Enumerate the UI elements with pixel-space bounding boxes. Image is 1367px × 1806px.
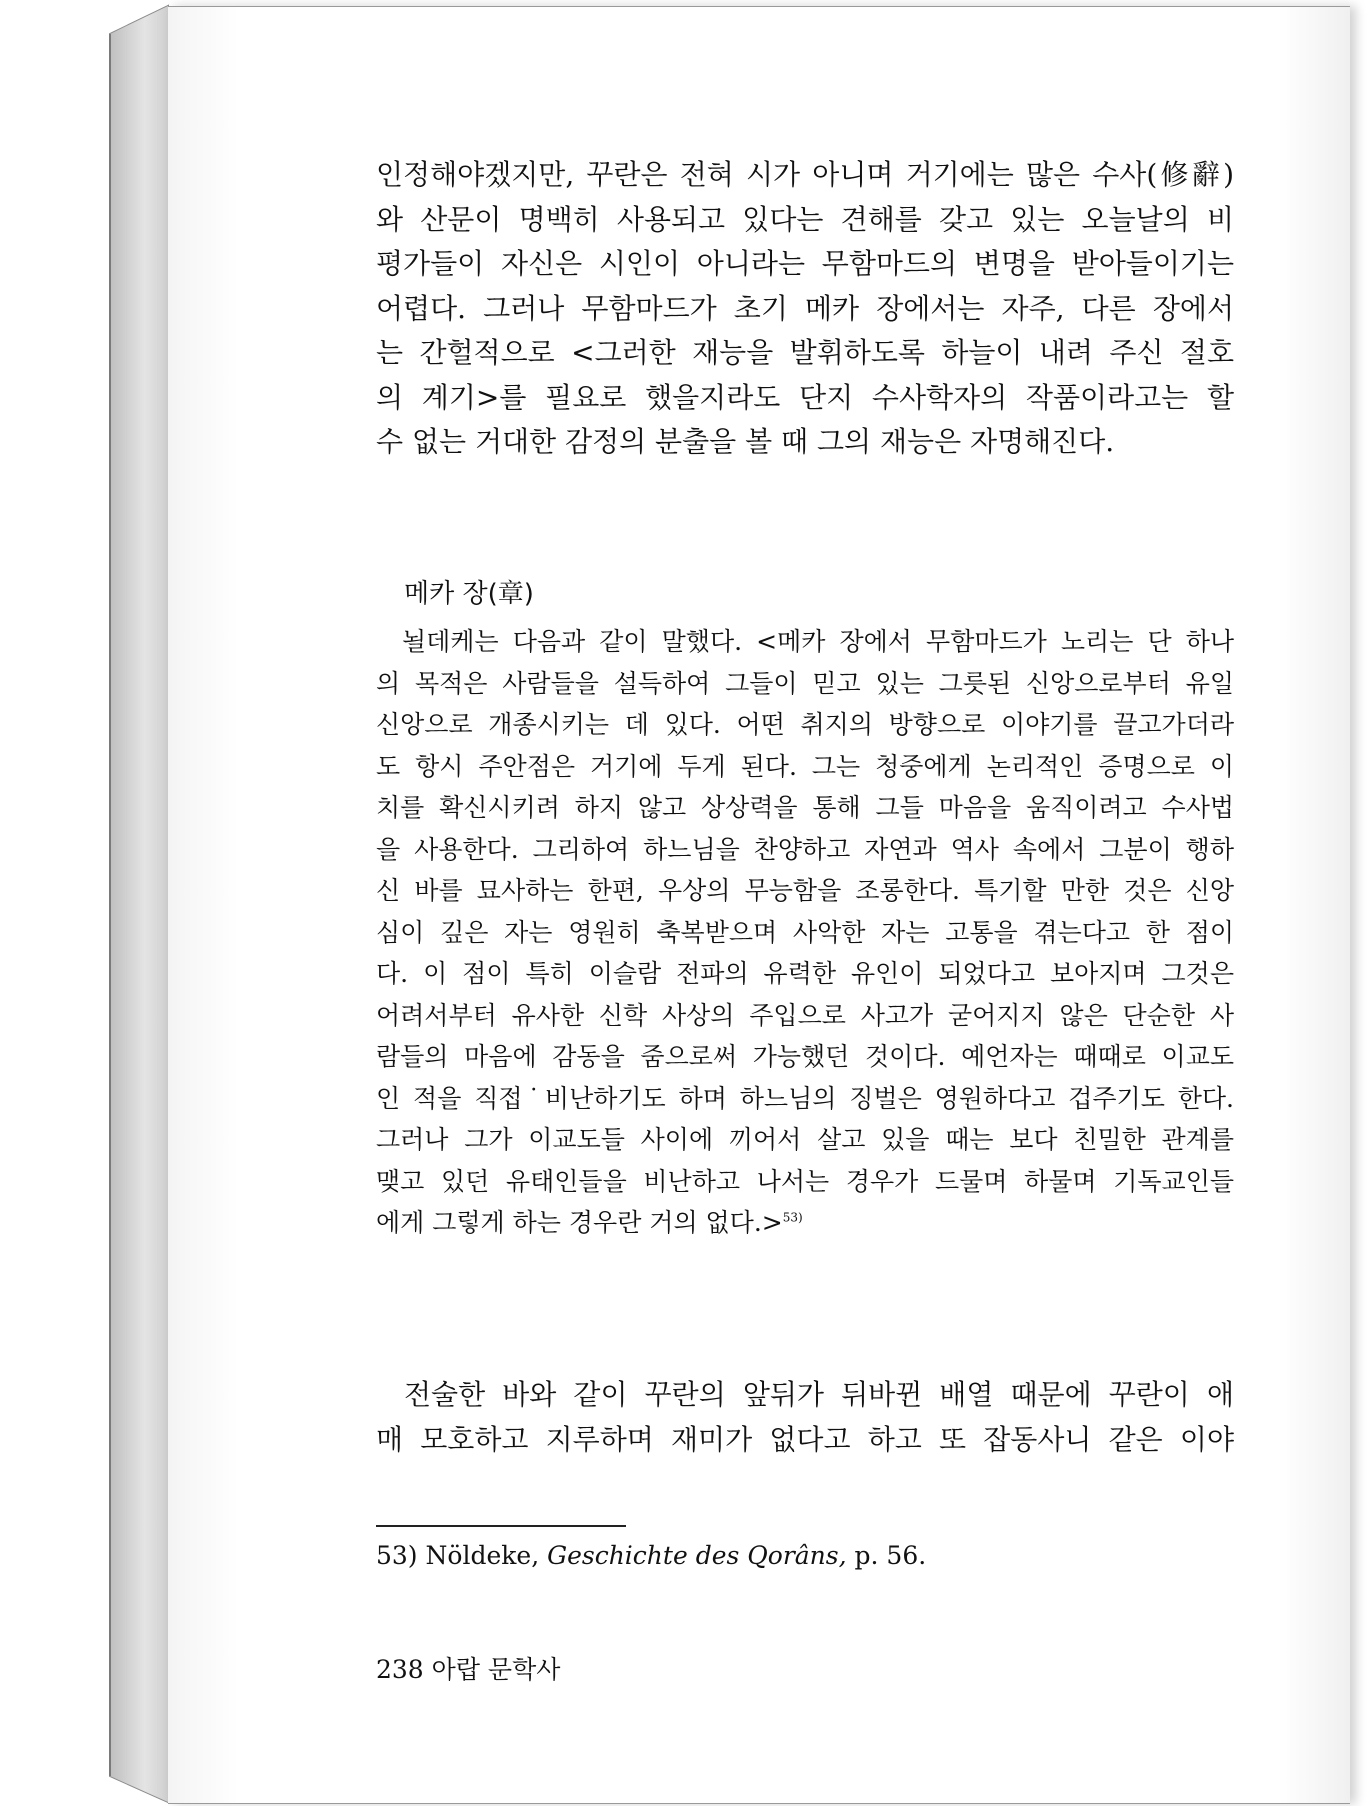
book-title: 아랍 문학사 [431,1655,561,1684]
paragraph-2-line: 그러나 그가 이교도들 사이에 끼어서 살고 있을 때는 보다 친밀한 관계를 [376,1125,1234,1154]
footnote-number: 53) [376,1541,418,1570]
paragraph-2-line: 신 바를 묘사하는 한편, 우상의 무능함을 조롱한다. 특기할 만한 것은 신앙 [376,876,1234,905]
paragraph-3-line: 매 모호하고 지루하며 재미가 없다고 하고 또 잡동사니 같은 이야 [376,1422,1234,1456]
paragraph-1-line: 는 간헐적으로 <그러한 재능을 발휘하도록 하늘이 내려 주신 절호 [376,336,1234,369]
paragraph-2-line: 람들의 마음에 감동을 줌으로써 가능했던 것이다. 예언자는 때때로 이교도 [376,1042,1234,1071]
paragraph-2-last-line [376,1202,1234,1244]
paragraph-2 [376,621,1234,1244]
paragraph-2-line: 맺고 있던 유태인들을 비난하고 나서는 경우가 드물며 하물며 기독교인들 [376,1166,1234,1196]
footnote [376,1541,926,1570]
paragraph-1-line: 의 계기>를 필요로 했을지라도 단지 수사학자의 작품이라고는 할 [376,380,1234,414]
page-number: 238 [376,1655,424,1684]
paragraph-2-line: 을 사용한다. 그리하여 하느님을 찬양하고 자연과 역사 속에서 그분이 행하 [376,834,1234,864]
footnote-reference[interactable]: 53) [782,1210,803,1225]
paragraph-3-line: 전술한 바와 같이 꾸란의 앞뒤가 뒤바뀐 배열 때문에 꾸란이 애 [404,1378,1234,1411]
footnote-divider [376,1525,626,1527]
paragraph-2-line: 다. 이 점이 특히 이슬람 전파의 유력한 유인이 되었다고 보아지며 그것은 [376,959,1234,988]
footnote-page: p. 56. [854,1541,927,1570]
paragraph-2-line-text: 에게 그렇게 하는 경우란 거의 없다.> [376,1208,783,1237]
paragraph-2-line: 심이 깊은 자는 영원히 축복받으며 사악한 자는 고통을 겪는다고 한 점이 [376,917,1234,947]
paragraph-2-line: 의 목적은 사람들을 설득하여 그들이 믿고 있는 그릇된 신앙으로부터 유일 [376,668,1234,698]
paragraph-2-line: 신앙으로 개종시키는 데 있다. 어떤 취지의 방향으로 이야기를 끌고가더라 [376,710,1234,739]
paragraph-1-line: 평가들이 자신은 시인이 아니라는 무함마드의 변명을 받아들이기는 [376,247,1234,280]
paragraph-2-line: 어려서부터 유사한 신학 사상의 주입으로 사고가 굳어지지 않은 단순한 사 [376,1000,1234,1030]
paragraph-2-line: 뇔데케는 다음과 같이 말했다. <메카 장에서 무함마드가 노리는 단 하나 [402,627,1234,656]
paragraph-2-line: 치를 확신시키려 하지 않고 상상력을 통해 그들 마음을 움직이려고 수사법 [376,793,1234,822]
page-footer [376,1650,560,1686]
paragraph-1-line: 와 산문이 명백히 사용되고 있다는 견해를 갖고 있는 오늘날의 비 [376,202,1234,236]
paragraph-1-line: 인정해야겠지만, 꾸란은 전혀 시가 아니며 거기에는 많은 수사(修辭) [376,158,1234,191]
paragraph-1 [376,153,1234,465]
footnote-title: Geschichte des Qorâns, [547,1541,847,1570]
paragraph-3 [376,1373,1234,1462]
paragraph-2-line: 도 항시 주안점은 거기에 두게 된다. 그는 청중에게 논리적인 증명으로 이 [376,751,1234,781]
book-page [168,6,1350,1804]
paragraph-1-line: 수 없는 거대한 감정의 분출을 볼 때 그의 재능은 자명해진다. [376,425,1115,458]
footnote-author: Nöldeke, [425,1541,540,1570]
section-heading: 메카 장(章) [404,579,534,609]
paragraph-2-line: 인 적을 직접˙비난하기도 하며 하느님의 징벌은 영원하다고 겁주기도 한다. [376,1083,1234,1113]
paragraph-1-line: 어렵다. 그러나 무함마드가 초기 메카 장에서는 자주, 다른 장에서 [376,291,1234,325]
